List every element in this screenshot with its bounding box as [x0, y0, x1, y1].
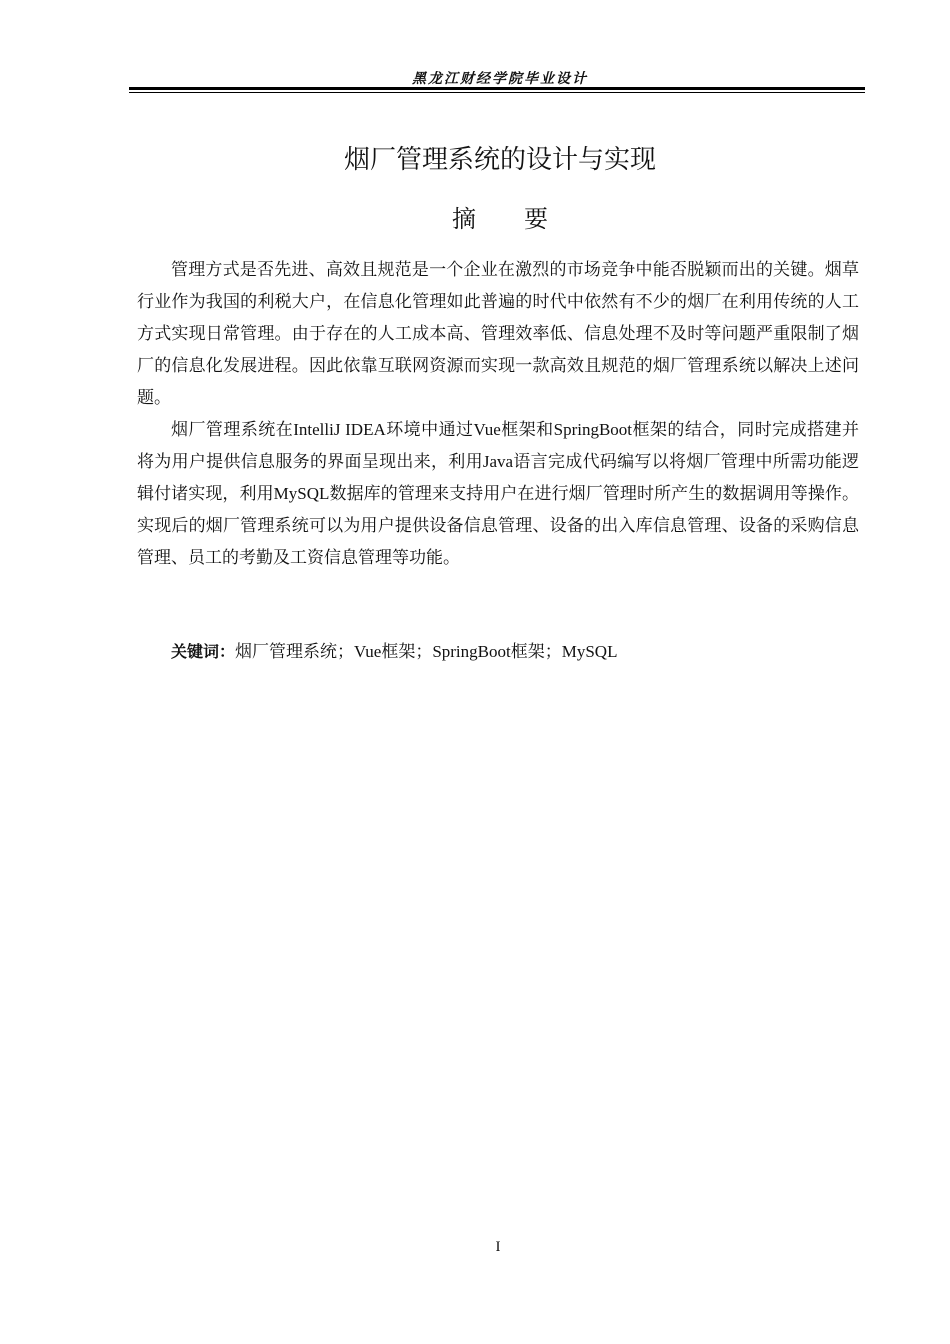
abstract-paragraph-2: 烟厂管理系统在IntelliJ IDEA环境中通过Vue框架和SpringBoot框架的结合，同时完成搭建并将为用户提供信息服务的界面呈现出来，利用Java语言完成代码编写以将烟厂管理中所需功能逻辑付诸实现，利用MySQL数据库的管理来支持用户在进行烟厂管理时所产生的数据调用等操作。实现后的烟厂管理系统可以为用户提供设备信息管理、设备的出入库信息管理、设备的采购信息管理、员工的考勤及工资信息管理等功能。 [137, 420, 859, 567]
header-rule-thick [129, 87, 865, 90]
page-number: I [495, 1239, 501, 1255]
keywords-value: 烟厂管理系统；Vue框架；SpringBoot框架；MySQL [235, 642, 618, 661]
abstract-heading: 摘要 [452, 205, 596, 233]
keywords-label: 关键词： [171, 642, 236, 661]
running-header: 黑龙江财经学院毕业设计 [412, 71, 588, 87]
keywords-line [171, 637, 617, 667]
abstract-body [137, 254, 859, 574]
document-title: 烟厂管理系统的设计与实现 [343, 145, 656, 175]
abstract-paragraph-1: 管理方式是否先进、高效且规范是一个企业在激烈的市场竞争中能否脱颖而出的关键。烟草行业作为我国的利税大户，在信息化管理如此普遍的时代中依然有不少的烟厂在利用传统的人工方式实现日常管理。由于存在的人工成本高、管理效率低、信息处理不及时等问题严重限制了烟厂的信息化发展进程。因此依靠互联网资源而实现一款高效且规范的烟厂管理系统以解决上述问题。 [137, 260, 859, 407]
header-rule-thin [129, 92, 865, 93]
